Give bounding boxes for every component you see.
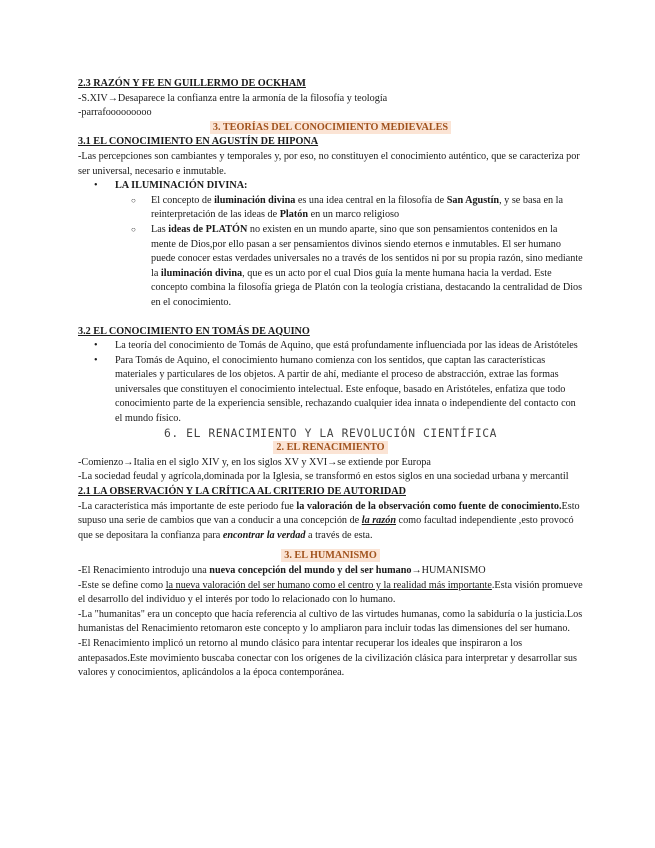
bold-run: San Agustín [446,194,500,206]
text-run: , y se basa en la reinterpretación de las ideas de [151,194,564,221]
document-body [78,77,583,681]
bullet-list [78,179,583,310]
section-heading-observacion: 2.1 LA OBSERVACIÓN Y LA CRÍTICA AL CRITERIO DE AUTORIDAD [78,486,406,498]
bold-italic-run: encontrar la verdad [222,529,306,541]
text-run: -La característica más importante de este periodo fue [78,500,297,512]
highlighted-heading-text: 3. EL HUMANISMO [281,549,380,562]
sub-list [78,194,583,311]
paragraph-line: -S.XIV→Desaparece la confianza entre la armonía de la filosofía y teología [78,92,388,104]
list-item: • La teoría del conocimiento de Tomás de Aquino, que está profundamente influenciada por las ideas de Aristóteles [78,339,583,354]
bold-run: Platón [279,209,309,221]
paragraph [78,500,583,544]
section-heading-ockham: 2.3 RAZÓN Y FE EN GUILLERMO DE OCKHAM [78,78,306,89]
text-run: como facultad independiente ,esto provocó que se depositara la confianza para [78,515,574,541]
section-heading-humanismo [78,549,583,564]
text-run: no existen en un mundo aparte, sino que son pensamientos contenidos en la mente de Dios,por ello pasan a ser pensamientos divinos siendo eternos e inmutables. El ser humano puede conocer estas verdades universales no a través de los sentidos ni por su propia razón, sino mediante la [151,223,583,279]
text-run: .Esta visión promueve el desarrollo del individuo y el interés por todo lo relacionado con lo humano. [78,579,583,606]
spacer [78,311,583,325]
paragraph-line: -parrafooooooooo [78,107,152,119]
text-run: , que es un acto por el cual Dios guía la mente humana hacia la verdad. Este concepto combina la filosofía griega de Platón con la teología cristiana, destacando la centralidad de Dios en el conocimiento. [151,267,583,308]
bold-run: la valoración de la observación como fuente de conocimiento. [296,500,562,512]
paragraph [78,579,583,608]
underlined-run: la nueva valoración del ser humano como el centro y la realidad más importante [165,579,492,591]
section-heading-aquino: 3.2 EL CONOCIMIENTO EN TOMÁS DE AQUINO [78,325,310,337]
bold-italic-underlined-run: la razón [361,515,396,527]
paragraph [78,564,583,579]
bullet-list [78,339,583,427]
chapter-heading-renacimiento: 6. EL RENACIMIENTO Y LA REVOLUCIÓN CIENTÍFICA [163,426,498,440]
bold-run: iluminación divina [160,267,243,279]
paragraph: -Las percepciones son cambiantes y temporales y, por eso, no constituyen el conocimiento auténtico, que se caracteriza por ser universal, necesario e inmutable. [78,150,580,177]
paragraph-line: -Comienzo→Italia en el siglo XIV y, en los siglos XV y XVI→se extiende por Europa [78,456,431,468]
text-run: Esto supuso una serie de cambios que van a conducir a una concepción de [78,500,580,527]
paragraph: -El Renacimiento implicó un retorno al mundo clásico para intentar recuperar los ideales que inspiraron a los antepasados.Este movimiento buscaba conectar con los orígenes de la civilización clásica para interpretar y desarrollar sus valores y conocimientos, aplicándolos a la época contemporánea. [78,637,577,679]
bold-run: ideas de PLATÓN [168,223,248,235]
text-run: en un marco religioso [308,209,400,221]
highlighted-heading-text: 3. TEORÍAS DEL CONOCIMIENTO MEDIEVALES [210,121,451,134]
text-run: El concepto de [151,194,215,206]
bullet-title: LA ILUMINACIÓN DIVINA: [115,180,248,192]
section-heading-renacimiento [78,441,583,456]
text-run: a través de esta. [305,529,373,541]
chapter-heading-teorias [78,121,583,136]
text-run: →HUMANISMO [411,565,486,576]
bold-run: nueva concepción del mundo y del ser humano [209,565,412,576]
text-run: es una idea central en la filosofía de [295,194,447,206]
section-heading-agustin: 3.1 EL CONOCIMIENTO EN AGUSTÍN DE HIPONA [78,136,319,148]
paragraph: -La "humanitas" era un concepto que hacía referencia al cultivo de las virtudes humanas, como la sabiduría o la justicia.Los humanistas del Renacimiento retomaron este concepto y lo ampliaron para incluir todas las dimensiones del ser humano. [78,608,583,635]
paragraph: -La sociedad feudal y agrícola,dominada por la Iglesia, se transformó en estos siglos en una sociedad urbana y mercantil [78,471,569,483]
bold-run: iluminación divina [214,194,296,206]
list-item [78,179,583,310]
sub-list-item [78,223,583,311]
text-run: Las [151,223,169,235]
text-run: -El Renacimiento introdujo una [78,565,210,576]
text-run: -Este se define como [78,579,166,591]
highlighted-heading-text: 2. EL RENACIMIENTO [273,441,387,454]
sub-list-item [78,194,583,223]
list-item: • Para Tomás de Aquino, el conocimiento humano comienza con los sentidos, que captan las características materiales y particulares de los objetos. A partir de ahí, mediante el proceso de abstracción, extrae las formas universales que constituyen el conocimiento intelectual. Este enfoque, basado en Aristóteles, enfatiza que todo conocimiento parte de la experiencia sensible, rechazando cualquier idea innata o independiente del contacto con el mundo físico. [78,354,583,427]
